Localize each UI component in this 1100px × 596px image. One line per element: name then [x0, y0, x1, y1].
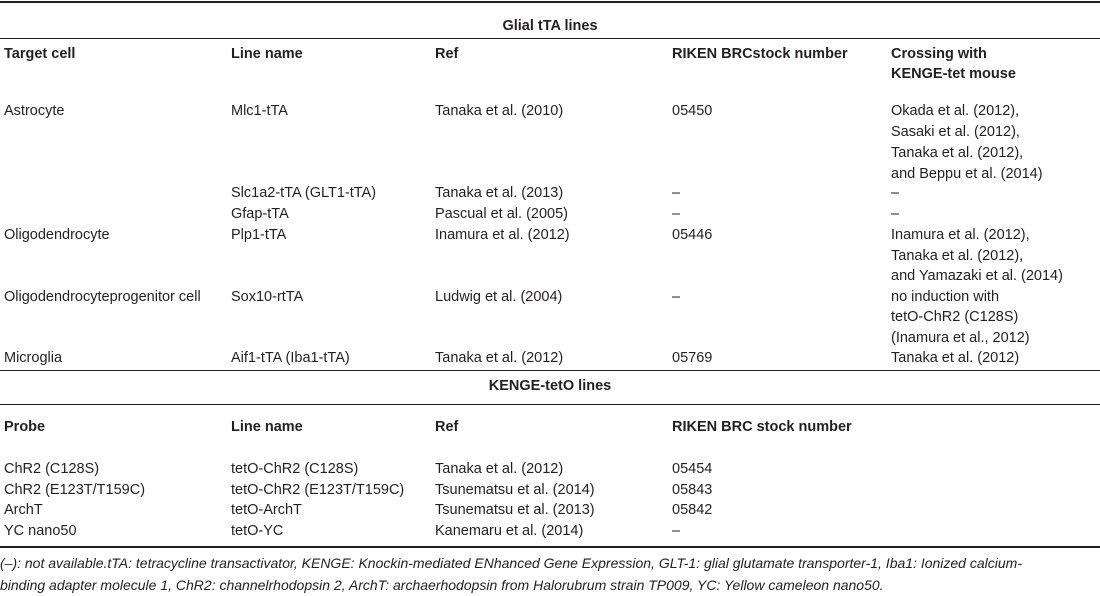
- cell-ref: Inamura et al. (2012): [435, 227, 570, 243]
- cell-crossing: Tanaka et al. (2012): [891, 350, 1020, 366]
- cell-line-name: Plp1-tTA: [231, 227, 287, 243]
- cell-target: Oligodendrocyte: [4, 227, 110, 243]
- header-stock-number: RIKEN BRC stock number: [672, 419, 852, 435]
- cell-line-name: Gfap-tTA: [231, 206, 289, 222]
- cell-stock: –: [672, 185, 681, 201]
- cell-crossing: and Yamazaki et al. (2014): [891, 268, 1063, 284]
- cell-crossing: no induction with: [891, 289, 1000, 305]
- header-probe: Probe: [4, 419, 46, 435]
- cell-crossing: Sasaki et al. (2012),: [891, 124, 1020, 140]
- header-line-name: Line name: [231, 46, 303, 62]
- cell-stock: 05446: [672, 227, 713, 243]
- section-rule: [0, 370, 1100, 371]
- cell-stock: 05843: [672, 482, 713, 498]
- header-target-cell: Target cell: [4, 46, 76, 62]
- cell-ref: Pascual et al. (2005): [435, 206, 568, 222]
- section-rule: [0, 38, 1100, 39]
- cell-stock: 05769: [672, 350, 713, 366]
- cell-stock: 05842: [672, 502, 713, 518]
- cell-ref: Tanaka et al. (2013): [435, 185, 564, 201]
- cell-probe: ArchT: [4, 502, 43, 518]
- cell-line-name: tetO-YC: [231, 523, 284, 539]
- cell-ref: Tanaka et al. (2010): [435, 103, 564, 119]
- cell-line-name: tetO-ChR2 (C128S): [231, 461, 359, 477]
- cell-ref: Kanemaru et al. (2014): [435, 523, 584, 539]
- cell-line-name: tetO-ChR2 (E123T/T159C): [231, 482, 405, 498]
- cell-probe: ChR2 (E123T/T159C): [4, 482, 146, 498]
- header-crossing: KENGE-tet mouse: [891, 66, 1016, 82]
- cell-ref: Ludwig et al. (2004): [435, 289, 563, 305]
- cell-stock: 05450: [672, 103, 713, 119]
- cell-line-name: Mlc1-tTA: [231, 103, 288, 119]
- section-title-glial: Glial tTA lines: [502, 18, 598, 34]
- cell-probe: ChR2 (C128S): [4, 461, 100, 477]
- header-ref: Ref: [435, 419, 459, 435]
- cell-crossing: Okada et al. (2012),: [891, 103, 1020, 119]
- header-crossing: Crossing with: [891, 46, 987, 62]
- header-line-name: Line name: [231, 419, 303, 435]
- footnote-line: binding adapter molecule 1, ChR2: channelrhodopsin 2, ArchT: archaerhodopsin from Halorubrum strain TP009, YC: Yellow cameleon nano50.: [0, 577, 884, 593]
- cell-line-name: Aif1-tTA (Iba1-tTA): [231, 350, 350, 366]
- cell-ref: Tanaka et al. (2012): [435, 350, 564, 366]
- cell-crossing: Tanaka et al. (2012),: [891, 145, 1024, 161]
- cell-probe: YC nano50: [4, 523, 77, 539]
- cell-crossing: and Beppu et al. (2014): [891, 166, 1043, 182]
- header-ref: Ref: [435, 46, 459, 62]
- cell-stock: –: [672, 206, 681, 222]
- cell-ref: Tsunematsu et al. (2014): [435, 482, 595, 498]
- cell-target: Oligodendrocyteprogenitor cell: [4, 289, 201, 305]
- cell-stock: –: [672, 289, 681, 305]
- cell-line-name: Slc1a2-tTA (GLT1-tTA): [231, 185, 377, 201]
- footnote-line: (–): not available.tTA: tetracycline transactivator, KENGE: Knockin-mediated ENhanced Gene Expression, GLT-1: glial glutamate transporter-1, Iba1: Ionized calcium-: [0, 555, 1022, 571]
- cell-crossing: tetO-ChR2 (C128S): [891, 309, 1019, 325]
- section-rule: [0, 404, 1100, 405]
- cell-target: Microglia: [4, 350, 63, 366]
- cell-crossing: –: [891, 185, 900, 201]
- cell-crossing: –: [891, 206, 900, 222]
- cell-target: Astrocyte: [4, 103, 65, 119]
- cell-stock: 05454: [672, 461, 713, 477]
- section-title-kenge: KENGE-tetO lines: [488, 378, 612, 394]
- table-top-rule: [0, 1, 1100, 3]
- cell-ref: Tanaka et al. (2012): [435, 461, 564, 477]
- cell-crossing: Tanaka et al. (2012),: [891, 248, 1024, 264]
- cell-ref: Tsunematsu et al. (2013): [435, 502, 595, 518]
- cell-line-name: tetO-ArchT: [231, 502, 302, 518]
- table-bottom-rule: [0, 546, 1100, 548]
- cell-line-name: Sox10-rtTA: [231, 289, 304, 305]
- header-stock-number: RIKEN BRCstock number: [672, 46, 848, 62]
- cell-crossing: Inamura et al. (2012),: [891, 227, 1030, 243]
- cell-stock: –: [672, 523, 681, 539]
- cell-crossing: (Inamura et al., 2012): [891, 330, 1030, 346]
